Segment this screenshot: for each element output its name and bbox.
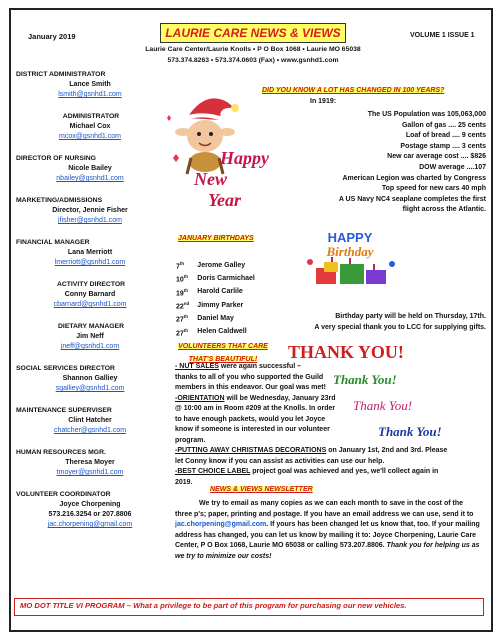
staff-name: Theresa Moyer — [65, 459, 115, 466]
nut-sales-item: - NUT SALES were again successful – — [175, 363, 302, 370]
thank-you-blue: Thank You! — [378, 424, 442, 439]
decorations-item: -PUTTING AWAY CHRISTMAS DECORATIONS on January 1st, 2nd and 3rd. Please let Conny know if you can assist as activities can use our help. — [175, 447, 448, 465]
fact-item: Gallon of gas .... 25 cents — [401, 121, 486, 129]
staff-name: Lance Smith — [69, 81, 111, 88]
newsletter-heading: NEWS & VIEWS NEWSLETTER — [210, 486, 313, 493]
fact-item: flight across the Atlantic. — [402, 206, 486, 214]
birthday-row: 19th Harold Carlile — [176, 287, 243, 297]
staff-title: DIETARY MANAGER — [58, 323, 124, 330]
staff-entry — [14, 280, 166, 310]
birthday-row: 7th Jerome Galley — [176, 261, 246, 271]
newsletter-body: We try to email as many copies as we can each month to save in the cost of the three p's; paper, printing and postage. If you have an email address we can use, send it to jac.chorpening@gmail.com. If yours has been changed let us know that, too. If your mailing address has changed, you can let us know by mailing it to: Joyce Chorpening, Laurie Care Center, P O Box 1068, Laurie MO 65038 or calling 573.207.8806. Thank you for helping us as we try to minimize our costs! — [175, 500, 480, 560]
cake-happy-text: HAPPY — [327, 230, 373, 245]
staff-title: VOLUNTEER COORDINATOR — [16, 491, 111, 498]
staff-email-link[interactable]: lmerriott@gsnhd1.com — [54, 259, 126, 266]
birthday-cake-illustration — [302, 228, 398, 290]
footer-text: MO DOT TITLE VI PROGRAM – What a privilege to be part of this program for purchasing our new vehicles. — [20, 601, 407, 610]
staff-entry — [14, 238, 166, 268]
staff-title: SOCIAL SERVICES DIRECTOR — [16, 365, 115, 372]
staff-email-link[interactable]: jac.chorpening@gmail.com — [47, 521, 133, 528]
staff-entry — [14, 112, 166, 142]
staff-entry — [14, 154, 166, 184]
volume-issue: VOLUME 1 ISSUE 1 — [410, 32, 475, 39]
staff-title: DIRECTOR OF NURSING — [16, 155, 96, 162]
staff-entry — [14, 490, 166, 530]
staff-entry — [14, 448, 166, 478]
staff-name: Shannon Galliey — [62, 375, 118, 382]
thank-you-green: Thank You! — [333, 372, 397, 387]
address-line: Laurie Care Center/Laurie Knolls • P O Box 1068 • Laurie MO 65038 — [145, 46, 361, 53]
staff-email-link[interactable]: sgalliey@gsnhd1.com — [55, 385, 125, 392]
staff-email-link[interactable]: tmoyer@gsnhd1.com — [56, 469, 124, 476]
cake-birthday-text: Birthday — [326, 244, 374, 259]
fact-item: Postage stamp .... 3 cents — [400, 142, 486, 150]
staff-email-link[interactable]: jfisher@gsnhd1.com — [58, 217, 122, 224]
birthday-list — [176, 259, 263, 339]
staff-email-link[interactable]: lsmith@gsnhd1.com — [58, 91, 122, 98]
staff-entry — [14, 70, 166, 100]
fact-item: American Legion was charted by Congress — [342, 174, 486, 182]
birthday-row: 27th Helen Caldwell — [176, 327, 247, 337]
staff-name: Conny Barnard — [64, 291, 116, 298]
best-choice-item: -BEST CHOICE LABEL project goal was achieved and yes, we'll collect again in 2019. — [175, 468, 439, 486]
changed-facts — [286, 110, 486, 216]
fact-item: A US Navy NC4 seaplane completes the first — [338, 195, 486, 203]
staff-email-link[interactable]: nbailey@gsnhd1.com — [56, 175, 124, 182]
fact-item: The US Population was 105,063,000 — [367, 111, 486, 118]
staff-email-link[interactable]: chatcher@gsnhd1.com — [53, 427, 127, 434]
thanks-line: A very special thank you to LCC for supplying gifts. — [314, 323, 486, 331]
staff-name: Clint Hatcher — [68, 417, 112, 424]
newsletter-title: LAURIE CARE NEWS & VIEWS — [160, 23, 346, 43]
newsletter-email-link[interactable]: jac.chorpening@gmail.com — [175, 521, 267, 529]
nut-sales-text: thanks to all of you who supported the Guild members in this endeavor. Our goal was met! — [175, 373, 326, 391]
staff-name: Michael Cox — [69, 123, 111, 130]
contact-line: 573.374.8263 • 573.374.0603 (Fax) • www.gsnhd1.com — [167, 57, 339, 64]
staff-phone: 573.216.3254 or 207.8806 — [48, 511, 132, 518]
party-line: Birthday party will be held on Thursday, 17th. — [335, 313, 486, 320]
staff-entry — [14, 196, 166, 226]
birthday-row: 22nd Jimmy Parker — [176, 300, 244, 311]
staff-title: ADMINISTRATOR — [62, 113, 120, 120]
fact-item: Top speed for new cars 40 mph — [381, 185, 486, 193]
volunteers-heading-line1: VOLUNTEERS THAT CARE — [178, 343, 268, 350]
happy-new-year-greeting — [194, 148, 269, 211]
volunteers-heading-line2: THAT'S BEAUTIFUL! — [188, 356, 258, 363]
staff-title: HUMAN RESOURCES MGR. — [16, 449, 106, 456]
address-block — [108, 44, 398, 66]
staff-title: FINANCIAL MANAGER — [16, 239, 90, 246]
staff-entry — [14, 364, 166, 394]
changed-subheading: In 1919: — [310, 98, 337, 105]
staff-title: MARKETING/ADMISSIONS — [16, 197, 103, 204]
greeting-new: New — [194, 169, 227, 189]
staff-entry — [14, 406, 166, 436]
staff-title: DISTRICT ADMINISTRATOR — [16, 71, 106, 78]
thank-you-pink: Thank You! — [353, 398, 413, 413]
greeting-happy: Happy — [220, 148, 269, 168]
staff-email-link[interactable]: mcox@gsnhd1.com — [59, 133, 121, 140]
fact-item: New car average cost .... $826 — [387, 153, 486, 161]
birthdays-heading: JANUARY BIRTHDAYS — [178, 235, 254, 242]
staff-name: Joyce Chorpening — [59, 501, 121, 508]
thank-you-big: THANK YOU! — [288, 342, 404, 362]
fact-item: DOW average ....107 — [419, 163, 486, 171]
staff-name: Jim Neff — [76, 333, 104, 340]
birthday-row: 27th Daniel May — [176, 314, 234, 324]
staff-directory — [14, 70, 166, 542]
birthday-party-note — [262, 312, 486, 333]
greeting-year: Year — [208, 190, 241, 210]
staff-email-link[interactable]: jneff@gsnhd1.com — [60, 343, 120, 350]
staff-email-link[interactable]: cbarnard@gsnhd1.com — [53, 301, 127, 308]
staff-entry — [14, 322, 166, 352]
staff-name: Nicole Bailey — [68, 165, 112, 172]
changed-heading: DID YOU KNOW A LOT HAS CHANGED IN 100 YEARS? — [262, 87, 445, 94]
staff-title: MAINTENANCE SUPERVISER — [16, 407, 112, 414]
staff-name: Lana Merriott — [67, 249, 113, 256]
issue-date: January 2019 — [28, 32, 76, 41]
orientation-item: -ORIENTATION will be Wednesday, January 23rd @ 10:00 am in Room #209 at the Knolls. In order to have enough packets, would you let Joyce know if someone is interested in our volunteer program. — [175, 394, 336, 444]
staff-name: Director, Jennie Fisher — [52, 207, 128, 214]
fact-item: Loaf of bread .... 9 cents — [405, 132, 486, 140]
birthday-row: 10th Doris Carmichael — [176, 274, 255, 284]
staff-title: ACTIVITY DIRECTOR — [56, 281, 126, 288]
